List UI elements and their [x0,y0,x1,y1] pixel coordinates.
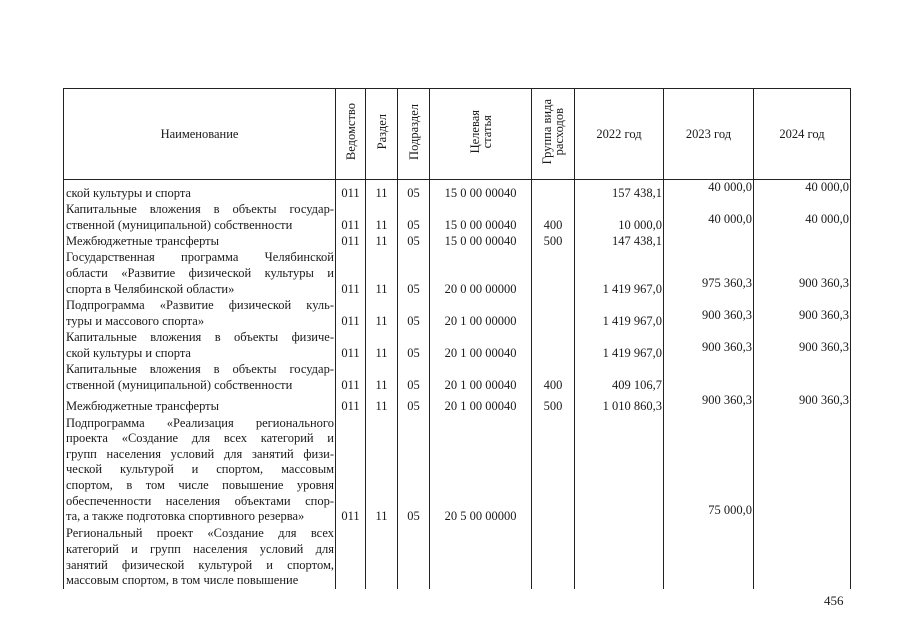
cell-expense-group [532,525,575,589]
cell-name-line: Межбюджетные трансферты [66,399,220,414]
table-row [64,202,851,234]
cell-2024 [754,234,851,250]
cell-expense-group [532,329,575,361]
cell-razdel: 11 [366,202,398,234]
cell-razdel: 11 [366,249,398,297]
header-2022: 2022 год [575,89,664,180]
cell-2022: 157 438,1 [575,180,664,202]
page-number: 456 [824,593,844,608]
cell-razdel [366,525,398,589]
header-vedomstvo: Ведомство [336,89,366,180]
cell-target-article: 20 5 00 00000 [430,415,532,525]
cell-podrazdel: 05 [398,234,430,250]
cell-2024 [754,415,851,525]
header-expense-group: Группа вида расходов [532,89,575,180]
cell-name-line: области «Развитие физической культуры и [66,266,334,280]
cell-name-line: ской культуры и спорта [66,186,191,200]
cell-name-line: Подпрограмма «Развитие физической куль- [66,298,334,312]
cell-target-article: 15 0 00 00040 [430,180,532,202]
cell-2024 [754,525,851,589]
cell-2023: 900 360,3 [664,297,754,329]
cell-name [64,202,336,234]
cell-target-article: 15 0 00 00040 [430,234,532,250]
cell-vedomstvo: 011 [336,297,366,329]
cell-name [64,234,336,250]
cell-2023 [664,525,754,589]
cell-target-article: 20 1 00 00040 [430,329,532,361]
cell-2022 [575,525,664,589]
cell-razdel: 11 [366,234,398,250]
header-2024: 2024 год [754,89,851,180]
cell-vedomstvo [336,525,366,589]
cell-razdel: 11 [366,180,398,202]
table-row [64,415,851,525]
cell-2024 [754,361,851,393]
cell-2022: 409 106,7 [575,361,664,393]
cell-podrazdel: 05 [398,297,430,329]
cell-name-line: Капитальные вложения в объекты государ- [66,202,334,217]
table-row [64,361,851,393]
cell-2022: 10 000,0 [575,202,664,234]
cell-vedomstvo: 011 [336,180,366,202]
cell-vedomstvo: 011 [336,415,366,525]
cell-2022: 1 419 967,0 [575,297,664,329]
cell-2024: 900 360,3 [754,393,851,415]
cell-name-line: та, а также подготовка спортивного резерва» [66,509,305,524]
cell-2022: 1 010 860,3 [575,393,664,415]
cell-razdel: 11 [366,297,398,329]
cell-podrazdel: 05 [398,361,430,393]
cell-2024: 40 000,0 [754,202,851,234]
cell-expense-group [532,249,575,297]
cell-name [64,249,336,297]
header-name: Наименование [64,89,336,180]
cell-name-line: категорий и групп населения условий для [66,542,334,556]
cell-name-line: туры и массового спорта» [66,313,205,328]
cell-vedomstvo: 011 [336,249,366,297]
cell-expense-group: 400 [532,202,575,234]
cell-vedomstvo: 011 [336,329,366,361]
cell-name-line: спортом, в том числе повышение уровня [66,478,334,492]
table-header-row [64,89,851,180]
cell-razdel: 11 [366,329,398,361]
cell-2023: 75 000,0 [664,415,754,525]
cell-target-article: 20 0 00 00000 [430,249,532,297]
cell-name-line: ческой культурой и спортом, массовым [66,462,334,477]
cell-2022: 147 438,1 [575,234,664,250]
cell-expense-group: 400 [532,361,575,393]
cell-name-line: Государственная программа Челябинской [66,250,334,265]
cell-name [64,361,336,393]
cell-target-article: 20 1 00 00040 [430,361,532,393]
cell-2023 [664,361,754,393]
cell-2024: 900 360,3 [754,297,851,329]
table-row [64,180,851,202]
table-row [64,234,851,250]
cell-target-article [430,525,532,589]
cell-podrazdel: 05 [398,329,430,361]
cell-name-line: Капитальные вложения в объекты государ- [66,362,334,376]
cell-name-line: Межбюджетные трансферты [66,233,220,248]
cell-2022 [575,415,664,525]
cell-name [64,329,336,361]
cell-name [64,297,336,329]
budget-table [63,88,851,589]
table-row [64,297,851,329]
cell-target-article: 20 1 00 00000 [430,297,532,329]
cell-name-line: Капитальные вложения в объекты физиче- [66,330,334,344]
cell-name-line: проекта «Создание для всех категорий и [66,431,334,446]
table-row [64,329,851,361]
table-row [64,393,851,415]
cell-name-line: массовым спортом, в том числе повышение [66,573,299,588]
cell-name [64,415,336,525]
cell-vedomstvo: 011 [336,393,366,415]
header-target-article: Целевая статья [430,89,532,180]
cell-razdel: 11 [366,393,398,415]
cell-podrazdel: 05 [398,202,430,234]
cell-expense-group: 500 [532,234,575,250]
cell-podrazdel: 05 [398,180,430,202]
cell-2023 [664,234,754,250]
cell-name-line: Региональный проект «Создание для всех [66,526,334,541]
cell-target-article: 20 1 00 00040 [430,393,532,415]
cell-2024: 40 000,0 [754,180,851,202]
cell-podrazdel: 05 [398,393,430,415]
table-row [64,525,851,589]
table-row [64,249,851,297]
header-razdel: Раздел [366,89,398,180]
cell-vedomstvo: 011 [336,234,366,250]
cell-name-line: Подпрограмма «Реализация регионального [66,415,334,430]
cell-2023: 40 000,0 [664,180,754,202]
cell-2023: 975 360,3 [664,249,754,297]
cell-vedomstvo: 011 [336,202,366,234]
cell-name-line: ственной (муниципальной) собственности [66,377,293,392]
cell-name-line: ской культуры и спорта [66,345,191,360]
cell-name-line: ственной (муниципальной) собственности [66,218,293,232]
cell-name [64,180,336,202]
cell-podrazdel: 05 [398,249,430,297]
header-2023: 2023 год [664,89,754,180]
cell-expense-group: 500 [532,393,575,415]
cell-podrazdel: 05 [398,415,430,525]
cell-2023: 40 000,0 [664,202,754,234]
cell-podrazdel [398,525,430,589]
cell-name-line: обеспеченности населения объектами спор- [66,493,334,508]
cell-name [64,525,336,589]
cell-razdel: 11 [366,415,398,525]
cell-2024: 900 360,3 [754,329,851,361]
cell-expense-group [532,180,575,202]
cell-name-line: занятий физической культурой и спортом, [66,557,334,572]
cell-2023: 900 360,3 [664,393,754,415]
cell-expense-group [532,415,575,525]
cell-2023: 900 360,3 [664,329,754,361]
cell-2024: 900 360,3 [754,249,851,297]
cell-2022: 1 419 967,0 [575,329,664,361]
cell-2022: 1 419 967,0 [575,249,664,297]
cell-name [64,393,336,415]
cell-vedomstvo: 011 [336,361,366,393]
cell-expense-group [532,297,575,329]
cell-target-article: 15 0 00 00040 [430,202,532,234]
cell-name-line: групп населения условий для занятий физи- [66,446,334,461]
cell-name-line: спорта в Челябинской области» [66,281,235,296]
header-podrazdel: Подраздел [398,89,430,180]
cell-razdel: 11 [366,361,398,393]
